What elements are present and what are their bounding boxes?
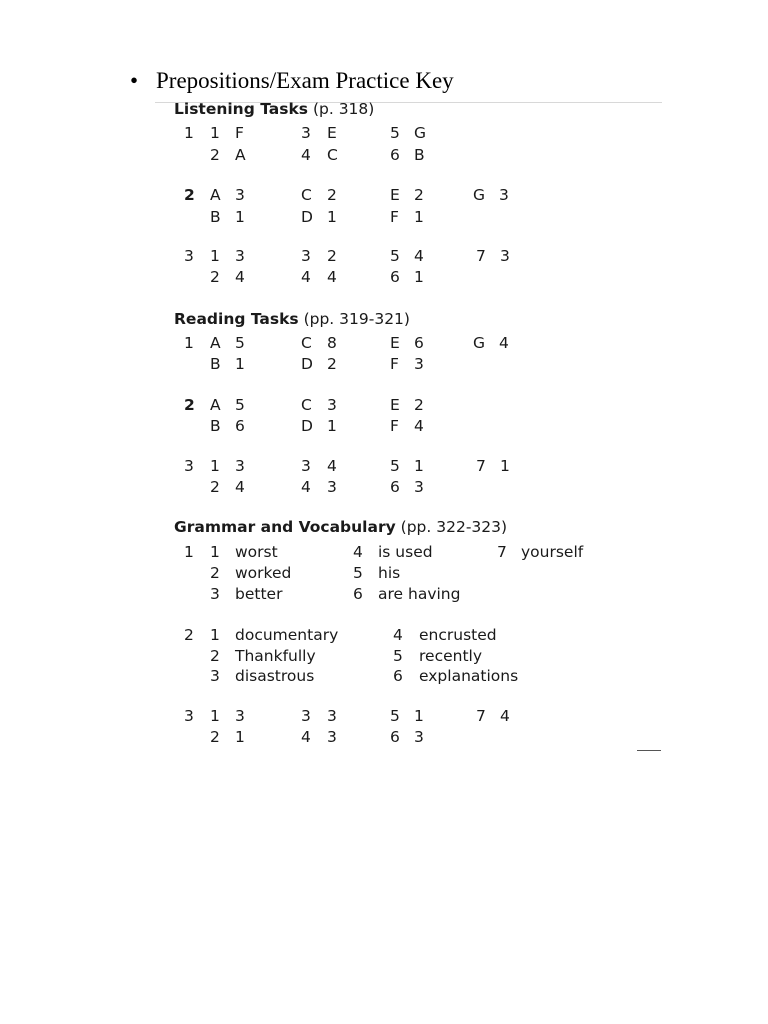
item-number: 3 bbox=[210, 667, 220, 685]
item-answer: worked bbox=[235, 564, 292, 582]
item-answer: 4 bbox=[327, 457, 337, 475]
item-number: 7 bbox=[476, 247, 486, 265]
item-answer: 2 bbox=[414, 396, 424, 414]
item-number: 6 bbox=[353, 585, 363, 603]
item-number: 3 bbox=[301, 247, 311, 265]
item-answer: 1 bbox=[235, 208, 245, 226]
item-number: 2 bbox=[210, 647, 220, 665]
item-number: C bbox=[301, 334, 312, 352]
item-number: 5 bbox=[353, 564, 363, 582]
item-answer: 5 bbox=[235, 396, 245, 414]
item-answer: better bbox=[235, 585, 283, 603]
item-number: 2 bbox=[210, 478, 220, 496]
item-number: 5 bbox=[390, 124, 400, 142]
item-number: 2 bbox=[210, 146, 220, 164]
item-number: 3 bbox=[301, 124, 311, 142]
item-answer: 8 bbox=[327, 334, 337, 352]
item-answer: worst bbox=[235, 543, 278, 561]
exercise-number: 1 bbox=[184, 334, 194, 352]
item-answer: 3 bbox=[235, 247, 245, 265]
answer-key-scan bbox=[155, 100, 662, 760]
item-number: 4 bbox=[393, 626, 403, 644]
item-answer: 6 bbox=[414, 334, 424, 352]
item-answer: 3 bbox=[327, 728, 337, 746]
item-number: 1 bbox=[210, 124, 220, 142]
item-number: 4 bbox=[301, 268, 311, 286]
item-answer: 4 bbox=[499, 334, 509, 352]
exercise-number: 2 bbox=[184, 626, 194, 644]
item-answer: 1 bbox=[500, 457, 510, 475]
item-number: 3 bbox=[210, 585, 220, 603]
item-answer: Thankfully bbox=[235, 647, 316, 665]
item-number: 6 bbox=[390, 268, 400, 286]
item-number: 4 bbox=[353, 543, 363, 561]
item-answer: 2 bbox=[327, 355, 337, 373]
item-answer: 3 bbox=[235, 186, 245, 204]
item-answer: 1 bbox=[327, 208, 337, 226]
exercise-number: 3 bbox=[184, 457, 194, 475]
item-number: G bbox=[473, 186, 486, 204]
item-number: 1 bbox=[210, 543, 220, 561]
item-number: 4 bbox=[301, 728, 311, 746]
item-number: 6 bbox=[390, 146, 400, 164]
item-number: 5 bbox=[390, 457, 400, 475]
item-answer: recently bbox=[419, 647, 483, 665]
item-number: 7 bbox=[476, 707, 486, 725]
item-answer: 3 bbox=[499, 186, 509, 204]
item-answer: G bbox=[414, 124, 427, 142]
item-number: E bbox=[390, 186, 400, 204]
exercise-number: 2 bbox=[184, 396, 195, 414]
item-answer: 1 bbox=[327, 417, 337, 435]
item-answer: 1 bbox=[414, 208, 424, 226]
item-answer: F bbox=[235, 124, 244, 142]
item-answer: 3 bbox=[235, 707, 245, 725]
item-answer: 3 bbox=[327, 707, 337, 725]
bullet-text: Prepositions/Exam Practice Key bbox=[156, 68, 454, 93]
exercise-number: 1 bbox=[184, 543, 194, 561]
item-answer: disastrous bbox=[235, 667, 315, 685]
item-answer: 3 bbox=[414, 355, 424, 373]
item-number: 2 bbox=[210, 728, 220, 746]
item-answer: documentary bbox=[235, 626, 339, 644]
item-answer: yourself bbox=[521, 543, 584, 561]
item-number: 6 bbox=[390, 478, 400, 496]
item-number: A bbox=[210, 334, 221, 352]
item-answer: 4 bbox=[327, 268, 337, 286]
item-answer: 4 bbox=[414, 417, 424, 435]
item-number: B bbox=[210, 417, 221, 435]
item-number: 6 bbox=[390, 728, 400, 746]
item-answer: 1 bbox=[235, 728, 245, 746]
item-answer: 1 bbox=[414, 457, 424, 475]
item-answer: E bbox=[327, 124, 337, 142]
item-answer: A bbox=[235, 146, 246, 164]
item-number: 2 bbox=[210, 268, 220, 286]
item-answer: 2 bbox=[327, 247, 337, 265]
item-number: C bbox=[301, 396, 312, 414]
item-answer: 3 bbox=[327, 478, 337, 496]
item-answer: B bbox=[414, 146, 425, 164]
item-number: 5 bbox=[390, 247, 400, 265]
item-number: A bbox=[210, 186, 221, 204]
item-number: 3 bbox=[301, 457, 311, 475]
item-answer: 3 bbox=[327, 396, 337, 414]
item-number: E bbox=[390, 396, 400, 414]
item-number: D bbox=[301, 355, 313, 373]
item-number: 5 bbox=[393, 647, 403, 665]
item-number: 1 bbox=[210, 707, 220, 725]
item-number: 7 bbox=[476, 457, 486, 475]
item-answer: 3 bbox=[414, 728, 424, 746]
item-answer: 3 bbox=[414, 478, 424, 496]
item-number: 4 bbox=[301, 478, 311, 496]
item-answer: 4 bbox=[414, 247, 424, 265]
item-number: 1 bbox=[210, 247, 220, 265]
item-number: B bbox=[210, 355, 221, 373]
exercise-number: 1 bbox=[184, 124, 194, 142]
item-answer: 5 bbox=[235, 334, 245, 352]
item-number: 3 bbox=[301, 707, 311, 725]
item-answer: his bbox=[378, 564, 401, 582]
item-number: 1 bbox=[210, 626, 220, 644]
item-answer: C bbox=[327, 146, 338, 164]
item-number: A bbox=[210, 396, 221, 414]
item-number: 6 bbox=[393, 667, 403, 685]
item-number: F bbox=[390, 208, 399, 226]
item-answer: are having bbox=[378, 585, 461, 603]
item-number: 5 bbox=[390, 707, 400, 725]
item-answer: 2 bbox=[327, 186, 337, 204]
item-number: F bbox=[390, 355, 399, 373]
item-answer: 2 bbox=[414, 186, 424, 204]
item-number: D bbox=[301, 417, 313, 435]
exercise-number: 3 bbox=[184, 707, 194, 725]
item-number: 7 bbox=[497, 543, 507, 561]
section-title-grammar: Grammar and Vocabulary (pp. 322-323) bbox=[174, 518, 508, 536]
item-answer: 1 bbox=[235, 355, 245, 373]
item-number: E bbox=[390, 334, 400, 352]
scan-edge-mark bbox=[637, 750, 661, 757]
item-answer: is used bbox=[378, 543, 433, 561]
item-number: D bbox=[301, 208, 313, 226]
item-number: 2 bbox=[210, 564, 220, 582]
item-answer: encrusted bbox=[419, 626, 497, 644]
item-answer: 1 bbox=[414, 707, 424, 725]
item-answer: 4 bbox=[235, 478, 245, 496]
item-number: G bbox=[473, 334, 486, 352]
exercise-number: 3 bbox=[184, 247, 194, 265]
exercise-number: 2 bbox=[184, 186, 195, 204]
item-answer: 4 bbox=[235, 268, 245, 286]
item-answer: 3 bbox=[235, 457, 245, 475]
item-number: 1 bbox=[210, 457, 220, 475]
item-number: B bbox=[210, 208, 221, 226]
bullet-heading bbox=[130, 68, 454, 94]
item-number: 4 bbox=[301, 146, 311, 164]
item-answer: 4 bbox=[500, 707, 510, 725]
item-number: C bbox=[301, 186, 312, 204]
item-answer: 1 bbox=[414, 268, 424, 286]
item-answer: 6 bbox=[235, 417, 245, 435]
section-title-reading: Reading Tasks (pp. 319-321) bbox=[174, 310, 410, 328]
item-answer: explanations bbox=[419, 667, 519, 685]
bullet-icon: • bbox=[130, 68, 139, 93]
section-title-listening: Listening Tasks (p. 318) bbox=[174, 100, 375, 118]
item-answer: 3 bbox=[500, 247, 510, 265]
item-number: F bbox=[390, 417, 399, 435]
